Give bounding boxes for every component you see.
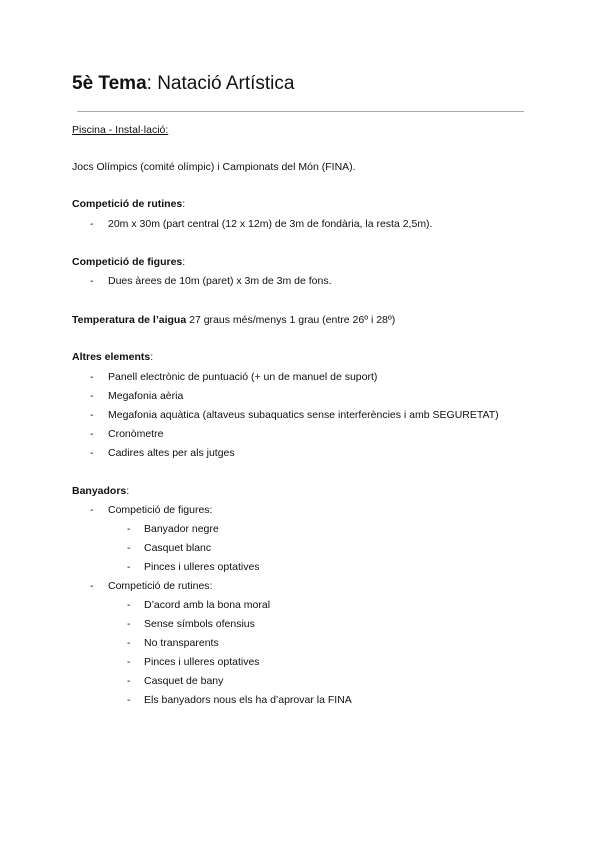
rutines-heading: Competició de rutines: <box>72 198 186 210</box>
list-dash: - <box>127 561 131 573</box>
list-dash: - <box>127 542 131 554</box>
list-dash: - <box>90 371 94 383</box>
piscina-heading: Piscina - Instal·lació: <box>72 124 169 136</box>
list-item: Dues àrees de 10m (paret) x 3m de 3m de fons. <box>108 275 332 287</box>
list-dash: - <box>90 580 94 592</box>
group-label-figures: Competició de figures: <box>108 504 213 516</box>
title-divider <box>77 111 524 112</box>
list-dash: - <box>90 390 94 402</box>
list-item: Banyador negre <box>144 523 219 535</box>
list-item: Cadires altes per als jutges <box>108 447 235 459</box>
temperatura-line: Temperatura de l’aigua 27 graus més/menys 1 grau (entre 26º i 28º) <box>72 314 396 326</box>
list-dash: - <box>90 428 94 440</box>
page-title <box>72 72 294 96</box>
list-dash: - <box>90 504 94 516</box>
list-dash: - <box>127 675 131 687</box>
altres-heading: Altres elements: <box>72 351 154 363</box>
list-dash: - <box>90 447 94 459</box>
title-subject: : Natació Artística <box>146 73 295 94</box>
list-item: No transparents <box>144 637 219 649</box>
list-item: Sense símbols ofensius <box>144 618 255 630</box>
title-topic: 5è Tema <box>72 73 147 94</box>
list-dash: - <box>127 523 131 535</box>
list-item: Megafonia aèria <box>108 390 184 402</box>
list-item: Pinces i ulleres optatives <box>144 656 260 668</box>
list-item: Panell electrònic de puntuació (+ un de manuel de suport) <box>108 371 378 383</box>
list-dash: - <box>127 694 131 706</box>
list-item: Els banyadors nous els ha d’aprovar la FINA <box>144 694 352 706</box>
list-item: D’acord amb la bona moral <box>144 599 271 611</box>
list-item: Cronòmetre <box>108 428 164 440</box>
list-dash: - <box>90 218 94 230</box>
list-dash: - <box>127 618 131 630</box>
intro-text: Jocs Olímpics (comité olímpic) i Campionats del Món (FINA). <box>72 161 356 173</box>
banyadors-heading: Banyadors: <box>72 485 130 497</box>
list-dash: - <box>90 275 94 287</box>
group-label-rutines: Competició de rutines: <box>108 580 213 592</box>
list-item: 20m x 30m (part central (12 x 12m) de 3m de fondària, la resta 2,5m). <box>108 218 433 230</box>
figures-heading: Competició de figures: <box>72 256 186 268</box>
list-dash: - <box>127 656 131 668</box>
list-item: Pinces i ulleres optatives <box>144 561 260 573</box>
list-dash: - <box>127 599 131 611</box>
list-item: Megafonia aquàtica (altaveus subaquatics sense interferències i amb SEGURETAT) <box>108 409 499 421</box>
list-item: Casquet de bany <box>144 675 224 687</box>
list-dash: - <box>90 409 94 421</box>
list-item: Casquet blanc <box>144 542 212 554</box>
list-dash: - <box>127 637 131 649</box>
